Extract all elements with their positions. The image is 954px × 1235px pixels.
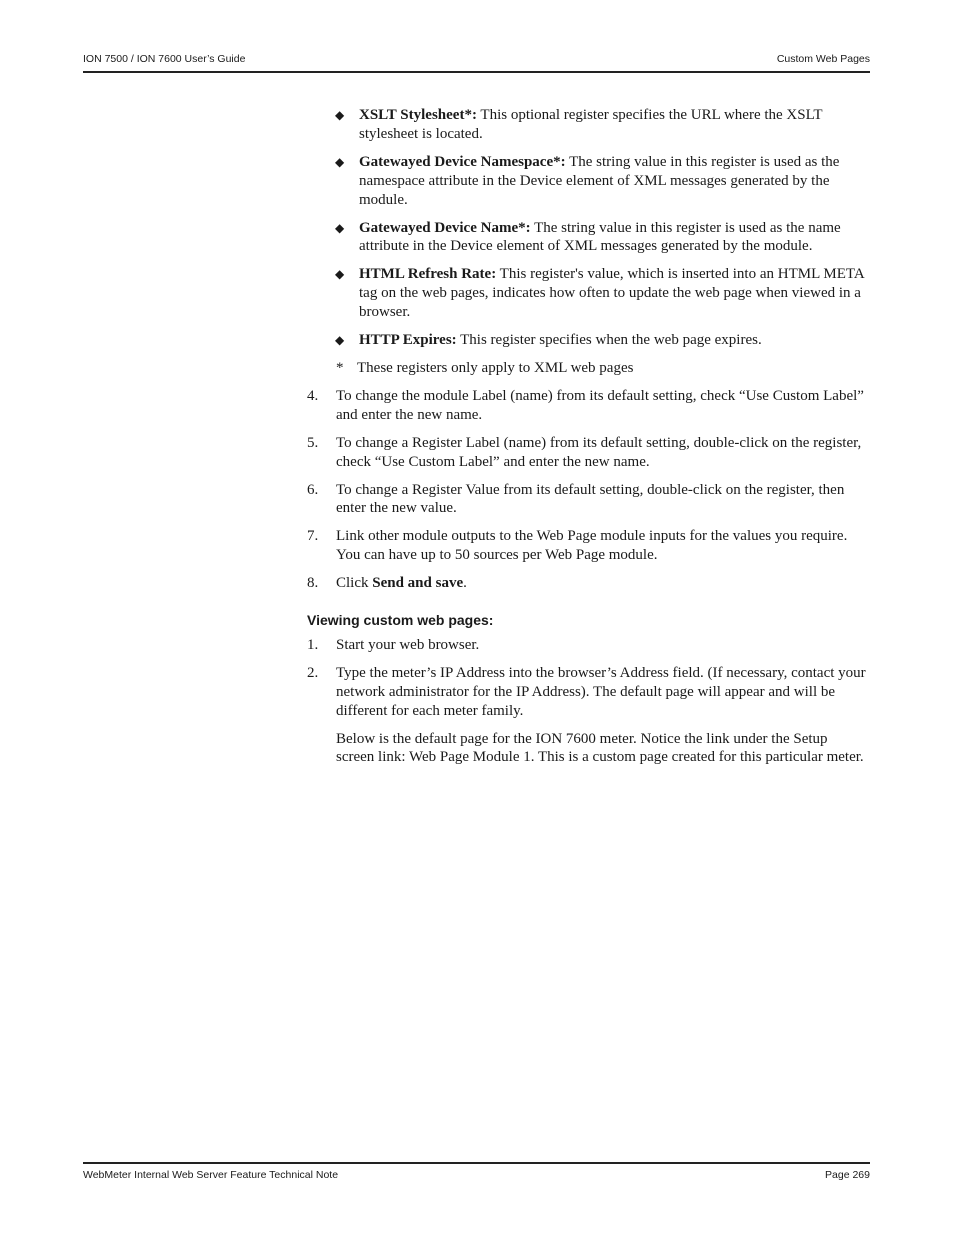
footnote	[307, 359, 869, 378]
bullet-term: HTTP Expires:	[359, 332, 457, 349]
step-number: 2.	[307, 664, 319, 681]
page-number: Page 269	[825, 1169, 870, 1181]
list-item	[307, 265, 869, 322]
list-item	[307, 219, 869, 257]
step-text: To change a Register Value from its default setting, double-click on the register, then enter the new value.	[336, 481, 845, 517]
step-text: Start your web browser.	[336, 636, 480, 653]
viewing-steps-list	[307, 636, 869, 721]
page-footer	[83, 1162, 870, 1186]
step-text: To change a Register Label (name) from its default setting, double-click on the register, check “Use Custom Label” and enter the new name.	[336, 434, 862, 470]
diamond-bullet-icon: ◆	[335, 154, 345, 169]
diamond-bullet-icon: ◆	[335, 108, 345, 122]
header-doc-title: ION 7500 / ION 7600 User’s Guide	[83, 53, 246, 65]
page-header	[83, 51, 870, 73]
step-text: Type the meter’s IP Address into the browser’s Address field. (If necessary, contact your network administrator for the IP Address). The default page will appear and will be different for each meter family.	[336, 664, 866, 719]
diamond-bullet-icon: ◆	[335, 267, 345, 282]
list-item	[307, 153, 869, 210]
diamond-bullet-icon: ◆	[335, 220, 345, 235]
step-item	[307, 387, 869, 425]
step-text-prefix: Click	[336, 575, 373, 592]
bullet-text: The string value in this register is used as the namespace attribute in the Device element of XML messages generated by the module.	[359, 153, 840, 208]
step-number: 5.	[307, 434, 319, 451]
step-text: To change the module Label (name) from its default setting, check “Use Custom Label” and enter the new name.	[336, 387, 864, 423]
bullet-term: XSLT Stylesheet*:	[359, 107, 477, 123]
bullet-term: Gatewayed Device Name*:	[359, 219, 531, 236]
step-item	[307, 636, 869, 655]
step-number: 4.	[307, 387, 319, 404]
step-text: Link other module outputs to the Web Page module inputs for the values you require. You can have up to 50 sources per Web Page module.	[336, 528, 848, 564]
bullet-text: This register specifies when the web page expires.	[456, 332, 762, 349]
step-text-suffix: .	[463, 575, 467, 592]
step-item	[307, 574, 869, 593]
body-paragraph: Below is the default page for the ION 7600 meter. Notice the link under the Setup screen link: Web Page Module 1. This is a custom page created for this particular meter.	[336, 730, 864, 766]
diamond-bullet-icon: ◆	[335, 333, 345, 348]
register-list	[307, 106, 869, 350]
bullet-text: This optional register specifies the URL where the XSLT stylesheet is located.	[359, 107, 823, 142]
main-content	[307, 106, 869, 767]
step-item	[307, 481, 869, 519]
bullet-text: The string value in this register is used as the name attribute in the Device element of XML messages generated by the module.	[359, 219, 841, 255]
header-section-title: Custom Web Pages	[776, 53, 870, 65]
bullet-text: This register's value, which is inserted into an HTML META tag on the web pages, indicates how often to update the web page when viewed in a browser.	[359, 266, 864, 321]
step-item	[307, 664, 869, 721]
step-number: 7.	[307, 528, 319, 545]
step-item	[307, 434, 869, 472]
list-item	[307, 331, 869, 350]
step-number: 6.	[307, 481, 319, 498]
footnote-marker: *	[336, 359, 344, 376]
bullet-term: Gatewayed Device Namespace*:	[359, 153, 566, 170]
footer-doc-title: WebMeter Internal Web Server Feature Technical Note	[83, 1169, 339, 1181]
steps-list	[307, 387, 869, 593]
step-bold-text: Send and save	[372, 575, 464, 592]
list-item	[307, 106, 869, 144]
step-number: 8.	[307, 575, 319, 592]
section-heading: Viewing custom web pages:	[307, 612, 494, 629]
footnote-text: These registers only apply to XML web pages	[357, 359, 634, 376]
bullet-term: HTML Refresh Rate:	[359, 266, 497, 283]
step-item	[307, 527, 869, 565]
step-number: 1.	[307, 636, 319, 653]
